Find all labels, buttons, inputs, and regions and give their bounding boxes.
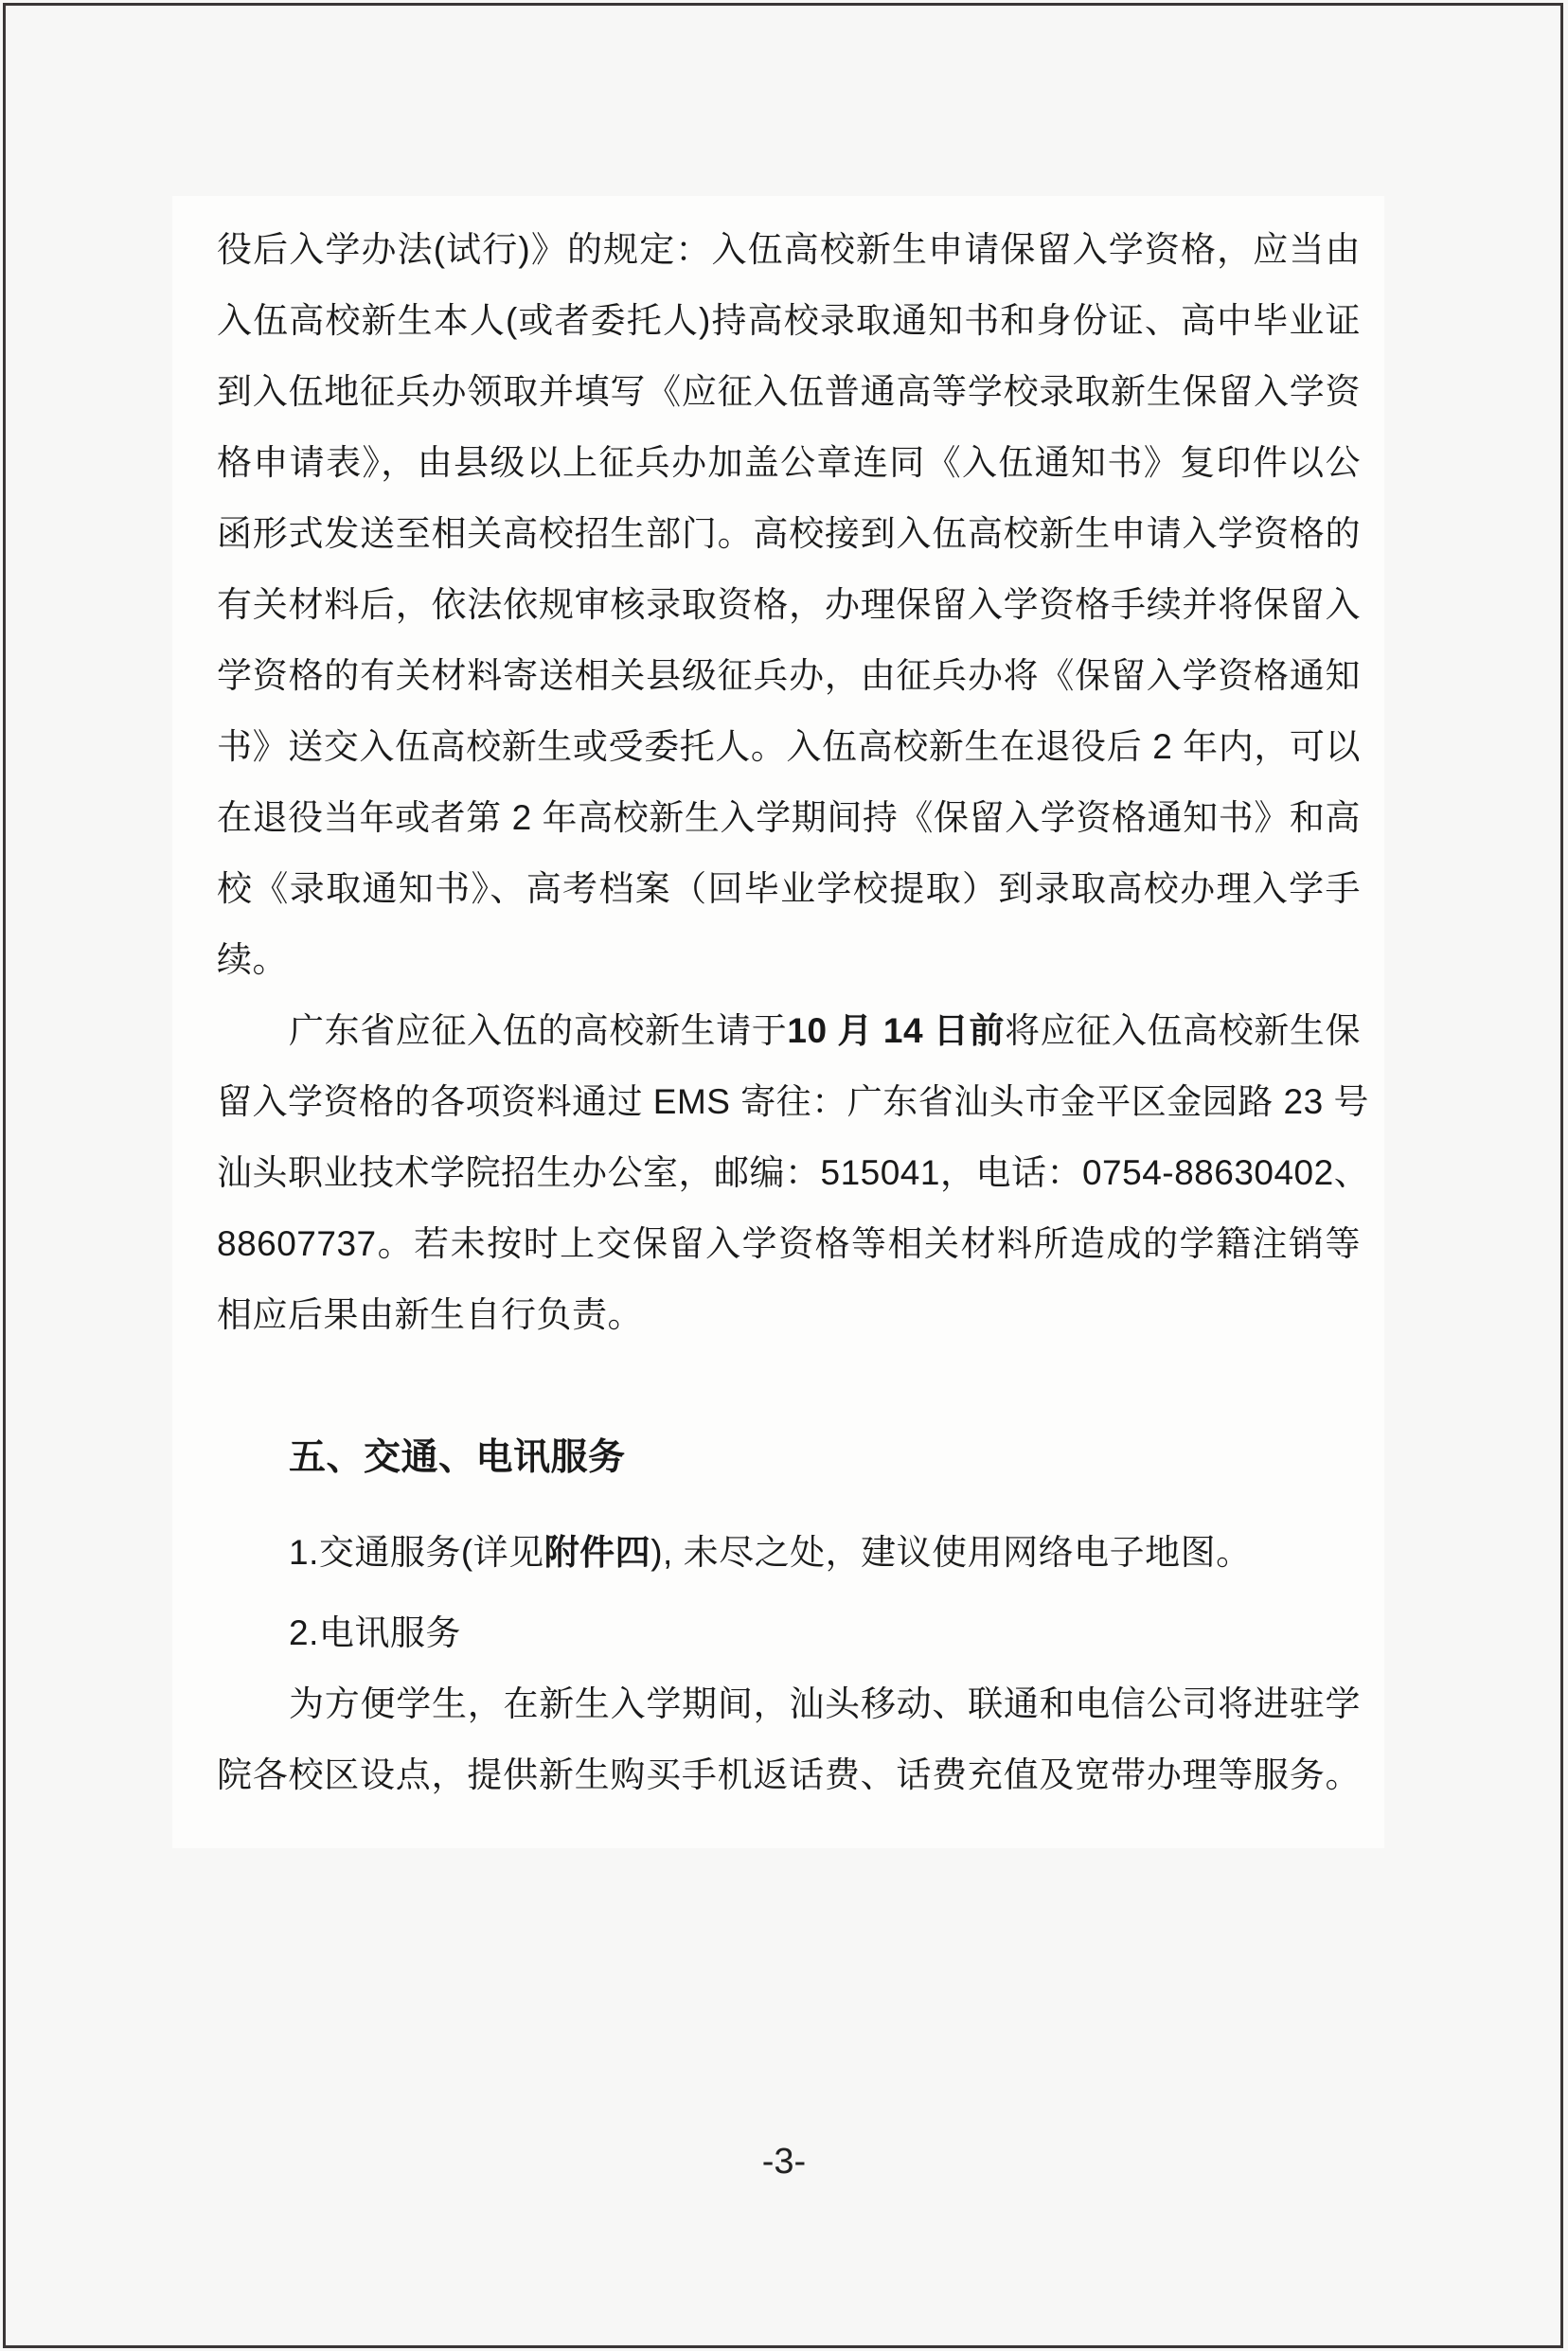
text-line: 役后入学办法(试行)》的规定：入伍高校新生申请保留入学资格，应当由 [217,230,1361,269]
page-number: -3- [761,2142,807,2182]
text-line: 88607737。若未按时上交保留入学资格等相关材料所造成的学籍注销等 [217,1224,1361,1263]
text-line: 有关材料后，依法依规审核录取资格，办理保留入学资格手续并将保留入 [217,585,1361,624]
text-line: 在退役当年或者第 2 年高校新生入学期间持《保留入学资格通知书》和高 [217,798,1361,837]
text-line: 书》送交入伍高校新生或受委托人。入伍高校新生在退役后 2 年内，可以 [217,727,1361,766]
text-line: 为方便学生，在新生入学期间，汕头移动、联通和电信公司将进驻学 [289,1684,1361,1723]
deadline-bold-text: 10 月 14 日前 [787,1011,1006,1050]
text-line: 格申请表》，由县级以上征兵办加盖公章连同《入伍通知书》复印件以公 [217,443,1361,482]
text-segment: ), 未尽之处，建议使用网络电子地图。 [650,1533,1252,1572]
text-line: 相应后果由新生自行负责。 [217,1295,643,1334]
text-line: 学资格的有关材料寄送相关县级征兵办，由征兵办将《保留入学资格通知 [217,656,1361,695]
text-line: 校《录取通知书》、高考档案（回毕业学校提取）到录取高校办理入学手 [217,869,1361,908]
text-line: 函形式发送至相关高校招生部门。高校接到入伍高校新生申请入学资格的 [217,514,1361,553]
paragraph-telecom-detail [217,1668,1361,1810]
text-line: 院各校区设点，提供新生购买手机返话费、话费充值及宽带办理等服务。 [217,1755,1361,1794]
attachment-four-bold-text: 附件四 [543,1533,651,1572]
list-item-transport-service [217,1517,1361,1588]
text-line: 入伍高校新生本人(或者委托人)持高校录取通知书和身份证、高中毕业证 [217,301,1361,340]
text-line: 留入学资格的各项资料通过 EMS 寄往：广东省汕头市金平区金园路 23 号 [217,1082,1369,1121]
text-line: 续。 [217,940,288,979]
paragraph-ems-mailing [217,995,1370,1350]
text-line [217,995,1361,1066]
text-segment: 将应征入伍高校新生保 [1005,1011,1362,1050]
section-heading-transport-telecom: 五、交通、电讯服务 [289,1437,626,1478]
text-segment: 1.交通服务(详见 [289,1533,544,1572]
list-item-telecom-service: 2.电讯服务 [289,1613,461,1652]
paragraph-retain-admission [217,214,1361,995]
text-segment: 广东省应征入伍的高校新生请于 [289,1011,788,1050]
text-line: 到入伍地征兵办领取并填写《应征入伍普通高等学校录取新生保留入学资 [217,372,1361,411]
document-body [217,214,1370,1810]
text-line: 汕头职业技术学院招生办公室，邮编：515041，电话：0754-88630402、 [217,1153,1370,1192]
